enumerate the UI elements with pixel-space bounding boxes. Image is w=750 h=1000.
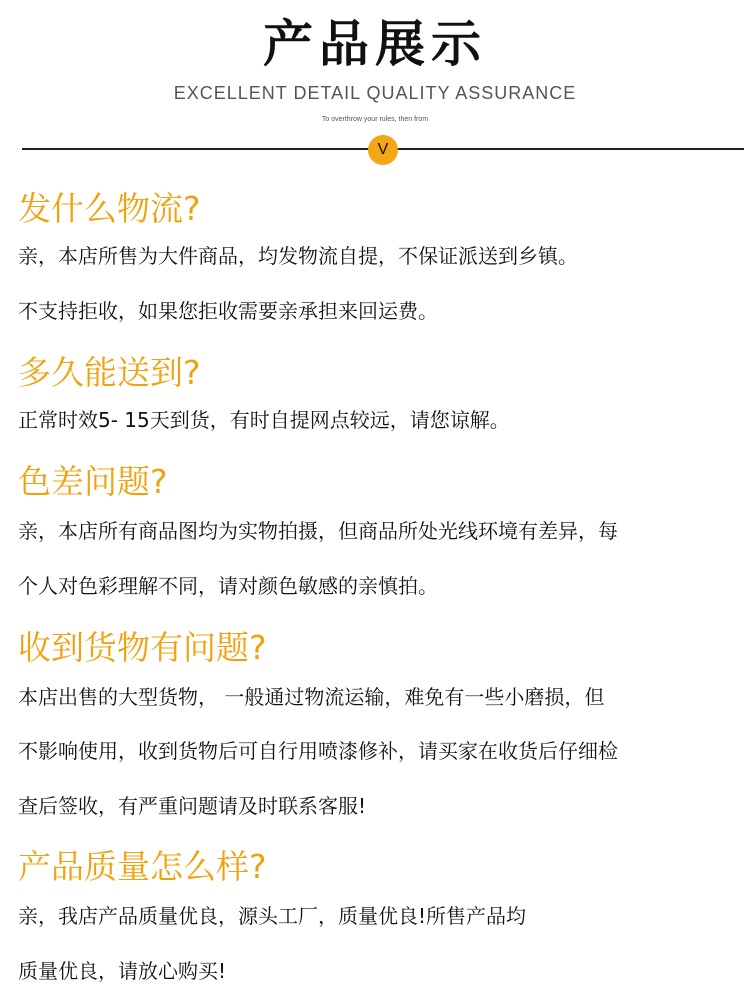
page-tagline: To overthrow your rules, then from (321, 116, 429, 123)
faq-answer-color-difference-line-1: 亲，本店所有商品图均为实物拍摄，但商品所处光线环境有差异，每 (18, 519, 618, 543)
faq-answer-logistics-line-2: 不支持拒收，如果您拒收需要亲承担来回运费。 (18, 299, 438, 323)
faq-answer-product-quality-line-1: 亲，我店产品质量优良，源头工厂，质量优良!所售产品均 (18, 904, 527, 928)
faq-answer-damaged-goods-line-2: 不影响使用，收到货物后可自行用喷漆修补，请买家在收货后仔细检 (18, 739, 618, 763)
chevron-badge-icon: V (368, 135, 398, 165)
faq-answer-damaged-goods-line-3: 查后签收，有严重问题请及时联系客服! (18, 794, 367, 818)
faq-question-damaged-goods: 收到货物有问题? (18, 628, 267, 667)
faq-answer-product-quality-line-2: 质量优良，请放心购买! (18, 959, 227, 983)
faq-answer-damaged-goods-line-1: 本店出售的大型货物， 一般通过物流运输，难免有一些小磨损，但 (18, 685, 605, 709)
faq-question-logistics: 发什么物流? (18, 189, 201, 228)
faq-question-color-difference: 色差问题? (18, 462, 168, 501)
faq-question-product-quality: 产品质量怎么样? (18, 847, 267, 886)
faq-answer-color-difference-line-2: 个人对色彩理解不同，请对颜色敏感的亲慎拍。 (18, 574, 438, 598)
page-header (0, 0, 750, 170)
page-title: 产品展示 (263, 15, 487, 73)
faq-answer-logistics-line-1: 亲，本店所售为大件商品，均发物流自提，不保证派送到乡镇。 (18, 244, 578, 268)
faq-question-delivery-time: 多久能送到? (18, 353, 201, 392)
faq-answer-delivery-time-line-1: 正常时效5- 15天到货，有时自提网点较远，请您谅解。 (18, 408, 510, 432)
page-subtitle: EXCELLENT DETAIL QUALITY ASSURANCE (173, 83, 577, 103)
